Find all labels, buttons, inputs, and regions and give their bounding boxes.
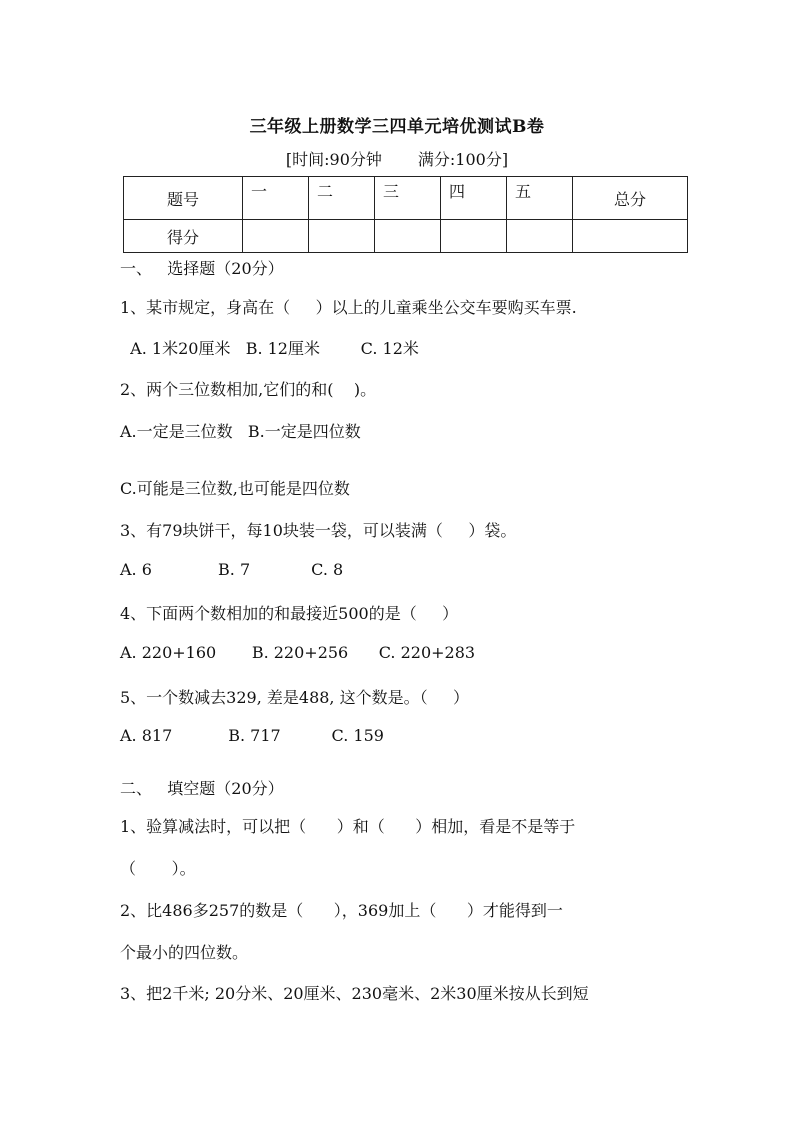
header-part-1: 一: [243, 177, 309, 220]
time-limit: [时间:90分钟: [285, 150, 382, 169]
score-table-header-row: [124, 177, 688, 220]
section1-q2: 2、两个三位数相加,它们的和( )。: [120, 380, 377, 399]
full-score: 满分:100分]: [417, 150, 509, 169]
section1-q5: 5、一个数减去329, 差是488, 这个数是。（ ）: [120, 688, 470, 707]
header-part-5: 五: [507, 177, 573, 220]
exam-info: [0, 147, 794, 170]
section1-q3: 3、有79块饼干，每10块装一袋，可以装满（ ）袋。: [120, 521, 517, 540]
score-cell-4[interactable]: [441, 220, 507, 253]
score-cell-1[interactable]: [243, 220, 309, 253]
section2-q3-line1: 3、把2千米; 20分米、20厘米、230毫米、2米30厘米按从长到短: [120, 984, 589, 1003]
score-table-score-row: [124, 220, 688, 253]
section1-q2-options-ab: A.一定是三位数 B.一定是四位数: [120, 422, 361, 441]
header-question-no: 题号: [124, 177, 243, 220]
section1-q3-options: A. 6 B. 7 C. 8: [120, 560, 344, 579]
header-part-3: 三: [375, 177, 441, 220]
header-part-4: 四: [441, 177, 507, 220]
section1-q1-options: A. 1米20厘米 B. 12厘米 C. 12米: [120, 339, 419, 358]
section1-q4: 4、下面两个数相加的和最接近500的是（ ）: [120, 604, 459, 623]
header-total: 总分: [573, 177, 688, 220]
section2-q2-line2: 个最小的四位数。: [120, 943, 249, 962]
score-cell-5[interactable]: [507, 220, 573, 253]
section2-q1-line1: 1、验算减法时，可以把（ ）和（ ）相加，看是不是等于: [120, 817, 576, 836]
score-cell-total[interactable]: [573, 220, 688, 253]
section1-q1: 1、某市规定，身高在（ ）以上的儿童乘坐公交车要购买车票.: [120, 298, 577, 317]
section1-q4-options: A. 220+160 B. 220+256 C. 220+283: [120, 643, 476, 662]
section1-q5-options: A. 817 B. 717 C. 159: [120, 726, 384, 745]
section1-q2-option-c: C.可能是三位数,也可能是四位数: [120, 479, 350, 498]
score-cell-3[interactable]: [375, 220, 441, 253]
row-label-score: 得分: [124, 220, 243, 253]
section2-heading: 二、 填空题（20分）: [120, 779, 284, 798]
page-title: 三年级上册数学三四单元培优测试B卷: [249, 117, 545, 137]
score-cell-2[interactable]: [309, 220, 375, 253]
score-table: [123, 176, 688, 253]
section2-q1-line2: （ ）。: [120, 859, 196, 878]
section2-q2-line1: 2、比486多257的数是（ ），369加上（ ）才能得到一: [120, 901, 563, 920]
header-part-2: 二: [309, 177, 375, 220]
section1-heading: 一、 选择题（20分）: [120, 259, 284, 278]
